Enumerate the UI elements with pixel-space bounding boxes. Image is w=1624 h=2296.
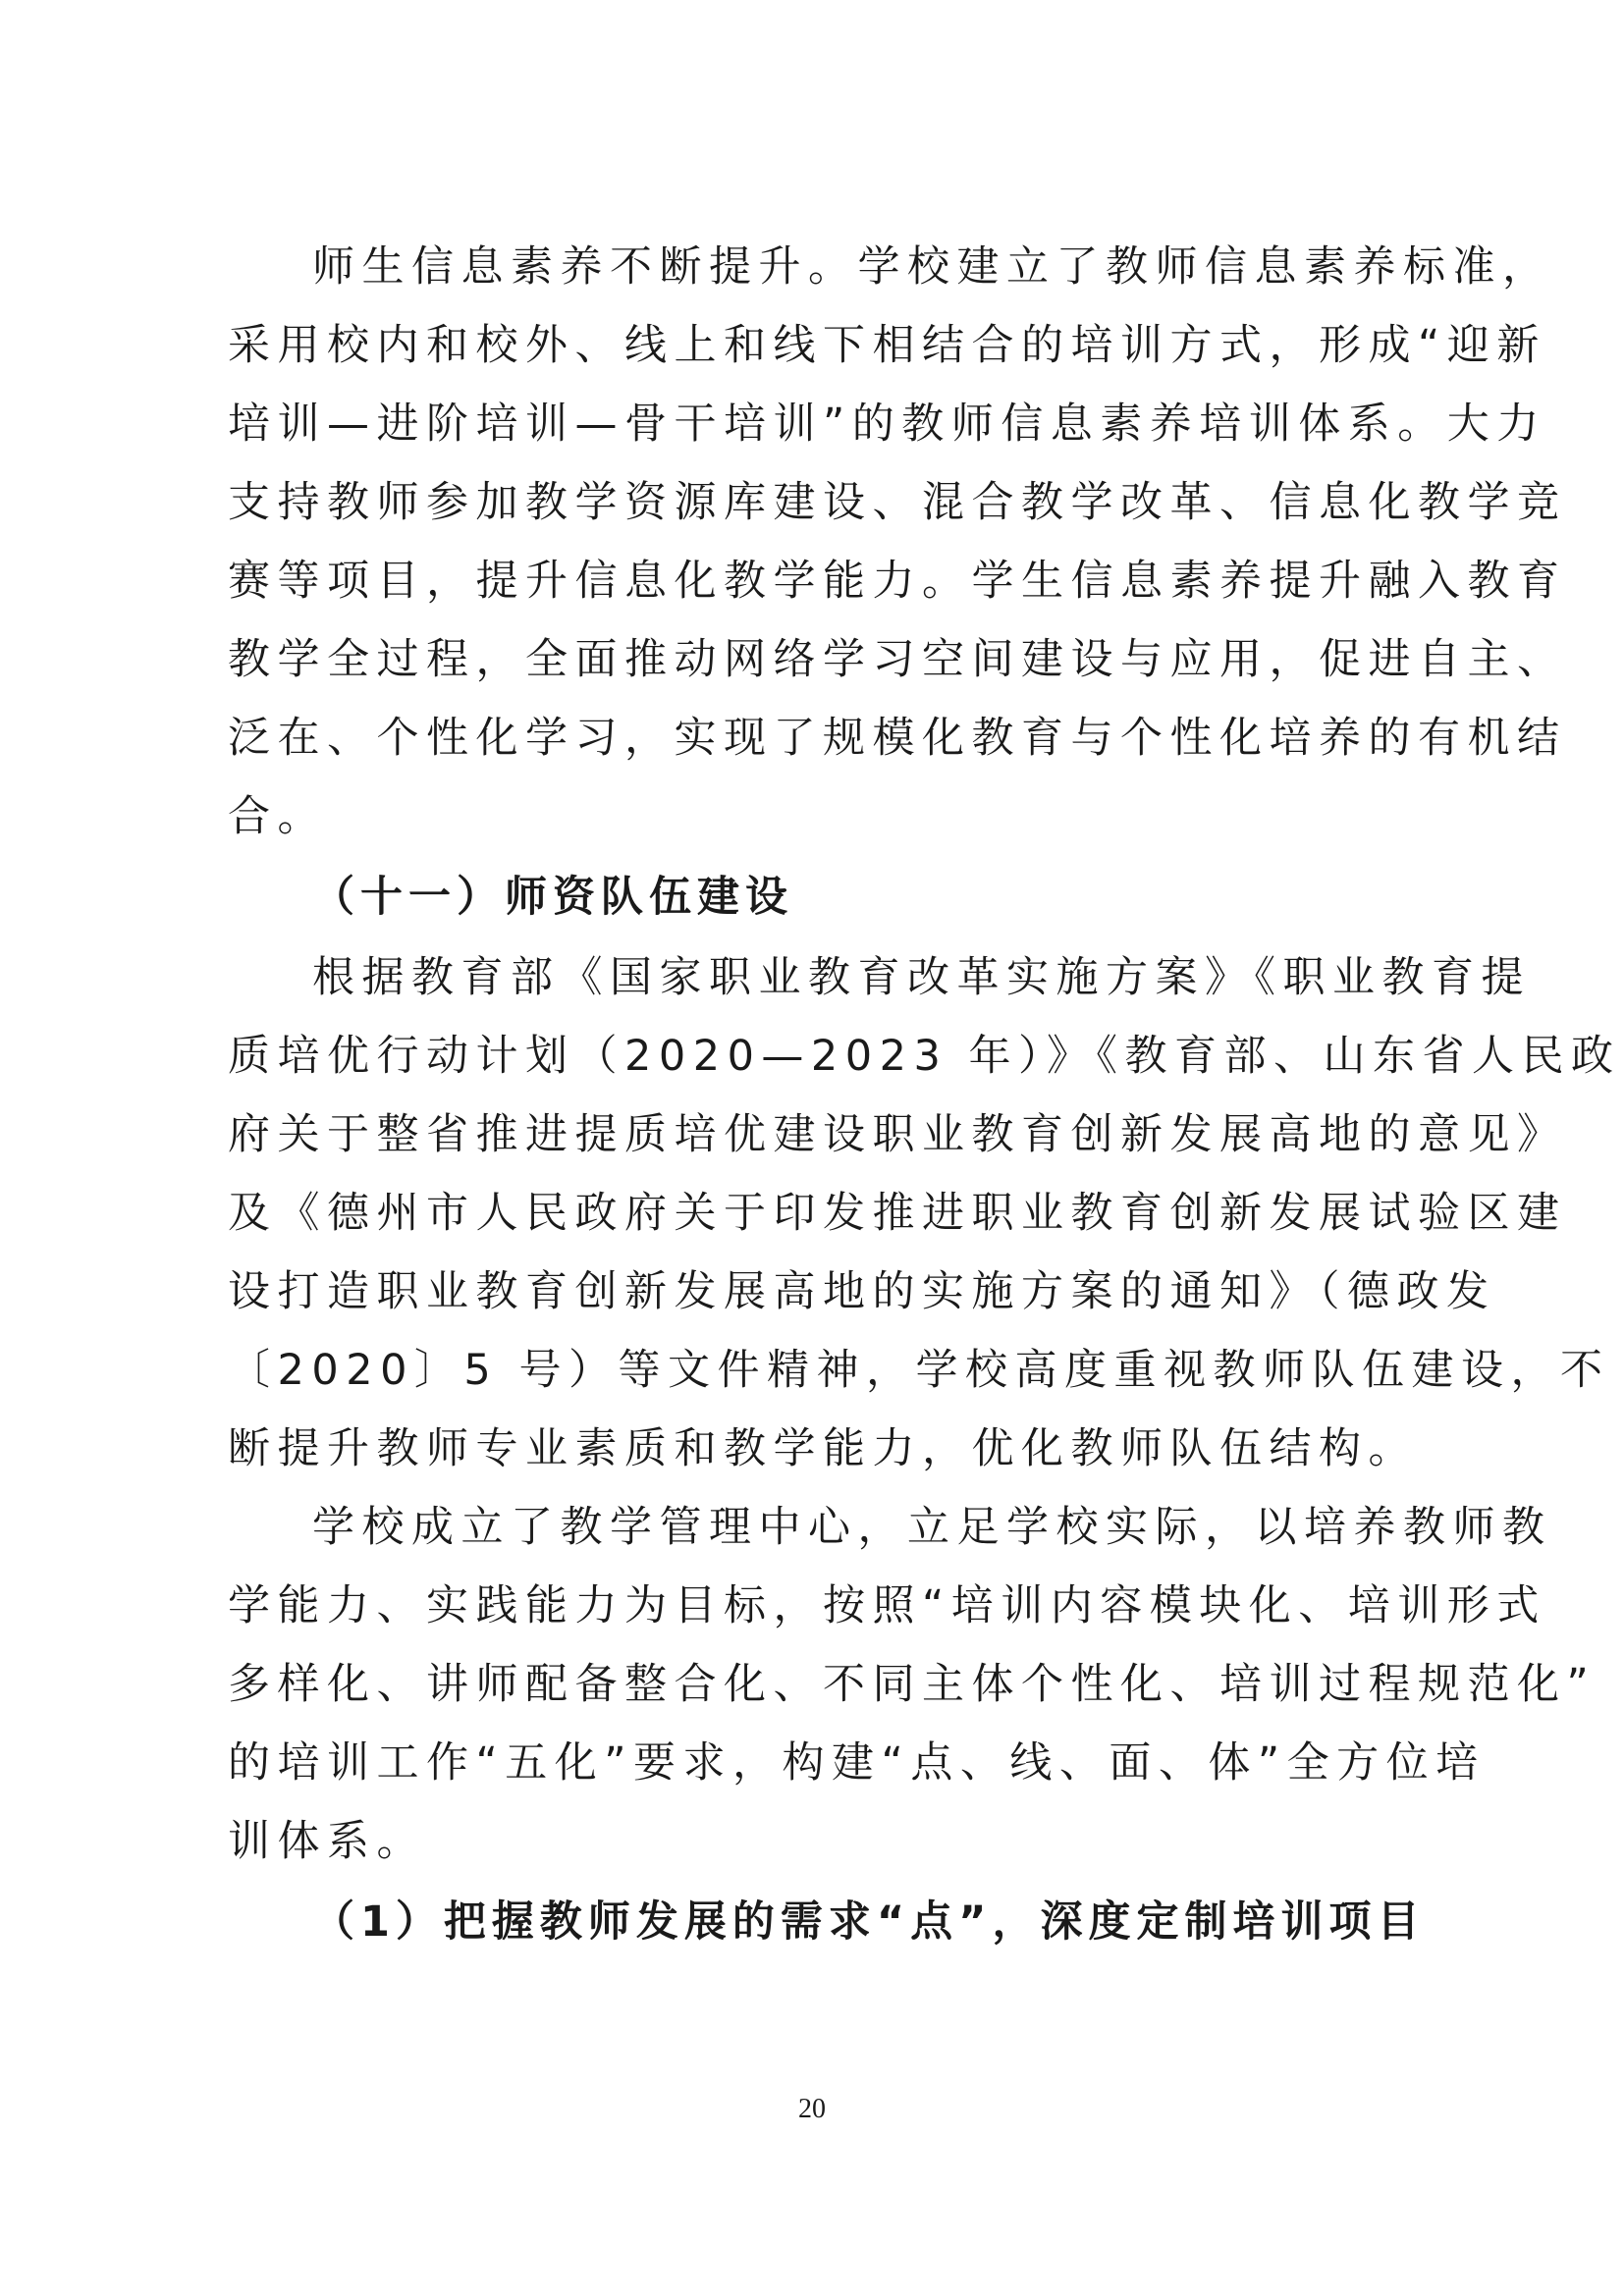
section-heading-teacher-team: （十一）师资队伍建设: [312, 873, 793, 922]
paragraph-2-line-2: 质培优行动计划（2020—2023 年）》《教育部、山东省人民政: [228, 1032, 1621, 1081]
paragraph-1-line-7: 泛在、个性化学习，实现了规模化教育与个性化培养的有机结: [228, 714, 1567, 763]
paragraph-3-line-5: 训体系。: [228, 1817, 426, 1866]
paragraph-3-line-3: 多样化、讲师配备整合化、不同主体个性化、培训过程规范化”: [228, 1660, 1597, 1709]
paragraph-3-line-4: 的培训工作“五化”要求，构建“点、线、面、体”全方位培: [228, 1738, 1486, 1788]
paragraph-1-line-2: 采用校内和校外、线上和线下相结合的培训方式，形成“迎新: [228, 321, 1546, 370]
page-number: 20: [798, 2094, 826, 2124]
paragraph-1-line-8: 合。: [228, 792, 327, 841]
paragraph-1-line-4: 支持教师参加教学资源库建设、混合教学改革、信息化教学竞: [228, 478, 1567, 527]
paragraph-1-line-6: 教学全过程，全面推动网络学习空间建设与应用，促进自主、: [228, 635, 1567, 684]
paragraph-1-line-5: 赛等项目，提升信息化教学能力。学生信息素养提升融入教育: [228, 557, 1567, 606]
paragraph-2-line-3: 府关于整省推进提质培优建设职业教育创新发展高地的意见》: [228, 1110, 1567, 1159]
paragraph-2-line-1: 根据教育部《国家职业教育改革实施方案》《职业教育提: [312, 953, 1531, 1002]
paragraph-2-line-5: 设打造职业教育创新发展高地的实施方案的通知》（德政发: [228, 1267, 1496, 1316]
subsection-heading-training-needs: （1）把握教师发展的需求“点”，深度定制培训项目: [312, 1897, 1426, 1947]
paragraph-3-line-2: 学能力、实践能力为目标，按照“培训内容模块化、培训形式: [228, 1581, 1546, 1630]
paragraph-1-line-1: 师生信息素养不断提升。学校建立了教师信息素养标准，: [312, 242, 1552, 292]
paragraph-2-line-4: 及《德州市人民政府关于印发推进职业教育创新发展试验区建: [228, 1189, 1567, 1238]
paragraph-3-line-1: 学校成立了教学管理中心，立足学校实际，以培养教师教: [312, 1503, 1552, 1552]
paragraph-2-line-7: 断提升教师专业素质和教学能力，优化教师队伍结构。: [228, 1424, 1418, 1473]
paragraph-1-line-3: 培训—进阶培训—骨干培训”的教师信息素养培训体系。大力: [228, 400, 1546, 449]
paragraph-2-line-6: 〔2020〕5 号）等文件精神，学校高度重视教师队伍建设，不: [228, 1346, 1610, 1395]
